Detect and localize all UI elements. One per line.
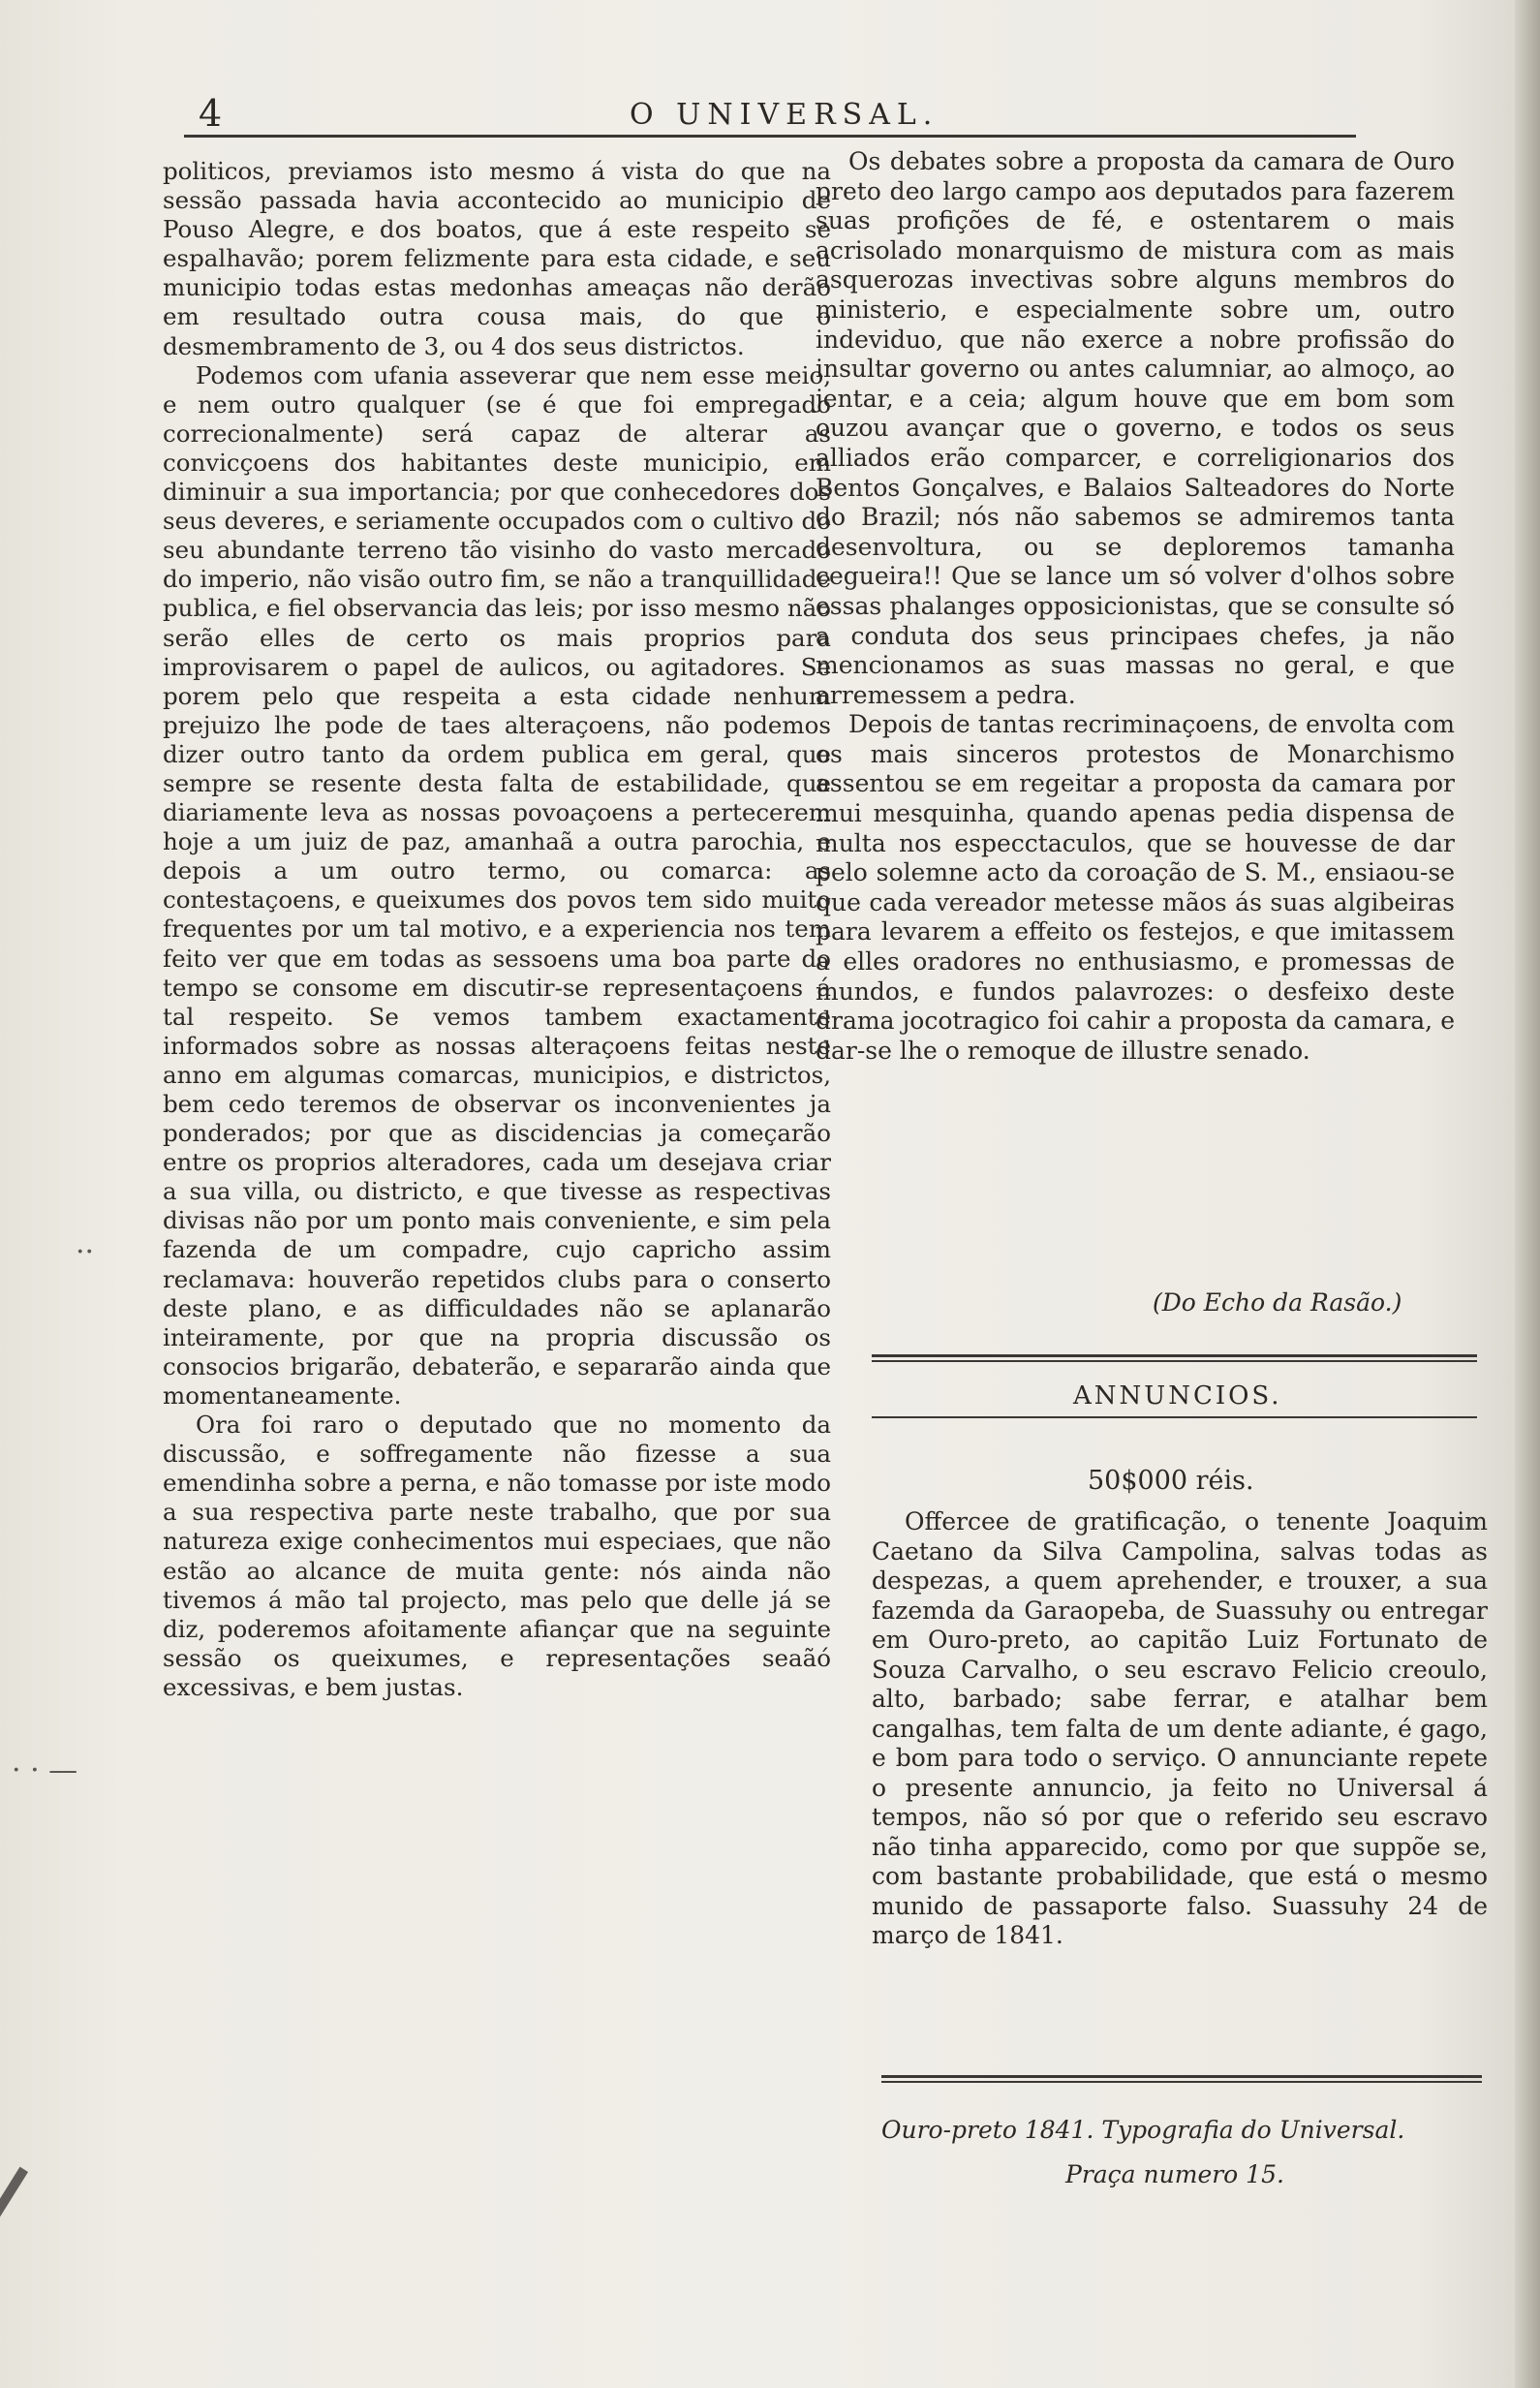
article-paragraph: Ora foi raro o deputado que no momento da discussão, e soffregamente não fizesse a sua emendinha sobre a perna, e não tomasse por iste modo a sua respectiva parte neste trabalho, que por sua natureza exige conhecimentos mui especiaes, que não estão ao alcance de muita gente: nós ainda não tivemos á mão tal projecto, mas pelo que delle já se diz, poderemos afoitamente afiançar que na seguinte sessão os queixumes, e representações seaãó excessivas, e bem justas. (163, 1411, 831, 1701)
right-column (816, 147, 1455, 1066)
imprint-line: Ouro-preto 1841. Typografia do Universal. (881, 2116, 1405, 2144)
announcement-text (872, 1507, 1488, 1951)
article-source: (Do Echo da Rasão.) (1153, 1288, 1402, 1317)
margin-mark: · · — (12, 1753, 78, 1787)
page-header (184, 92, 1482, 137)
article-paragraph: Podemos com ufania asseverar que nem esse meio, e nem outro qualquer (se é que foi empregado correcionalmente) será capaz de alterar as convicçoens dos habitantes deste municipio, em diminuir a sua importancia; por que conhecedores dos seus deveres, e seriamente occupados com o cultivo do seu abundante terreno tão visinho do vasto mercado do imperio, não visão outro fim, se não a tranquillidade publica, e fiel observancia das leis; por isso mesmo não serão elles de certo os mais proprios para improvisarem o papel de aulicos, ou agitadores. Se porem pelo que respeita a esta cidade nenhum prejuizo lhe pode de taes alteraçoens, não podemos dizer outro tanto da ordem publica em geral, que sempre se resente desta falta de estabilidade, que diariamente leva as nossas povoaçoens a pertecerem hoje a um juiz de paz, amanhaã a outra parochia, e depois a um outro termo, ou comarca: as contestaçoens, e queixumes dos povos tem sido muito frequentes por um tal motivo, e a experiencia nos tem feito ver que em todas as sessoens uma boa parte do tempo se consome em discutir-se representaçoens á tal respeito. Se vemos tambem exactamente informados sobre as nossas alteraçoens feitas neste anno em algumas comarcas, municipios, e districtos, bem cedo teremos de observar os inconvenientes ja ponderados; por que as discidencias ja começarão entre os proprios alteradores, cada um desejava criar a sua villa, ou districto, e que tivesse as respectivas divisas não por um ponto mais conveniente, e sim pela fazenda de um compadre, cujo capricho assim reclamava: houverão repetidos clubs para o conserto deste plano, e as difficuldades não se aplanarão inteiramente, por que na propria discussão os consocios brigarão, debaterão, e separarão ainda que momentaneamente. (163, 360, 831, 1410)
binding-edge (1515, 0, 1540, 2388)
announcement-paragraph: Offercee de gratificação, o tenente Joaquim Caetano da Silva Campolina, salvas todas as despezas, a quem aprehender, e trouxer, a sua fazemda da Garaopeba, de Suassuhy ou entregar em Ouro-preto, ao capitão Luiz Fortunato de Souza Carvalho, o seu escravo Felicio creoulo, alto, barbado; sabe ferrar, e atalhar bem cangalhas, tem falta de um dente adiante, é gago, e bom para todo o serviço. O annunciante repete o presente annuncio, ja feito no Universal á tempos, não só por que o referido seu escravo não tinha apparecido, como por que suppõe se, com bastante probabilidade, que está o mesmo munido de passaporte falso. Suassuhy 24 de março de 1841. (872, 1507, 1488, 1949)
section-rule (872, 1416, 1477, 1418)
imprint-divider (881, 2075, 1482, 2078)
newspaper-title: O UNIVERSAL. (630, 98, 939, 132)
pen-mark (0, 2167, 28, 2304)
header-rule (184, 135, 1356, 138)
reward-amount: 50$000 réis. (1088, 1466, 1254, 1496)
margin-mark: ·· (76, 1235, 95, 1269)
article-paragraph: Os debates sobre a proposta da camara de Ouro preto deo largo campo aos deputados para fazerem suas profições de fé, e ostentarem o mais acrisolado monarquismo de mistura com as mais asquerozas invectivas sobre alguns membros do ministerio, e especialmente sobre um, outro indeviduo, que não exerce a nobre profissão do insultar governo ou antes calumniar, ao almoço, ao jentar, e a ceia; algum houve que em bom som ouzou avançar que o governo, e todos os seus alliados erão comparcer, e correligionarios dos Bentos Gonçalves, e Balaios Salteadores do Norte do Brazil; nós não sabemos se admiremos tanta desenvoltura, ou se deploremos tamanha cegueira!! Que se lance um só volver d'olhos sobre essas phalanges opposicionistas, que se consulte só a conduta dos seus principaes chefes, ja não mencionamos as suas massas no geral, e que arremessem a pedra. (816, 147, 1455, 709)
announcements-heading: ANNUNCIOS. (1073, 1381, 1282, 1411)
article-paragraph: Depois de tantas recriminaçoens, de envolta com os mais sinceros protestos de Monarchismo assentou se em regeitar a proposta da camara por mui mesquinha, quando apenas pedia dispensa de multa nos especctaculos, que se houvesse de dar pelo solemne acto da coroação de S. M., ensiaou-se que cada vereador metesse mãos ás suas algibeiras para levarem a effeito os festejos, e que imitassem a elles oradores no enthusiasmo, e promessas de mundos, e fundos palavrozes: o desfeixo deste drama jocotragico foi cahir a proposta da camara, e dar-se lhe o remoque de illustre senado. (816, 710, 1455, 1065)
page-number: 4 (199, 92, 223, 135)
imprint-address: Praça numero 15. (1065, 2160, 1284, 2188)
article-paragraph: politicos, previamos isto mesmo á vista do que na sessão passada havia accontecido ao municipio de Pouso Alegre, e dos boatos, que á este respeito se espalhavão; porem felizmente para esta cidade, e seu municipio todas estas medonhas ameaças não derão em resultado outra cousa mais, do que o desmembramento de 3, ou 4 dos seus districtos. (163, 157, 831, 360)
left-column (163, 157, 831, 1702)
section-divider (872, 1354, 1477, 1357)
